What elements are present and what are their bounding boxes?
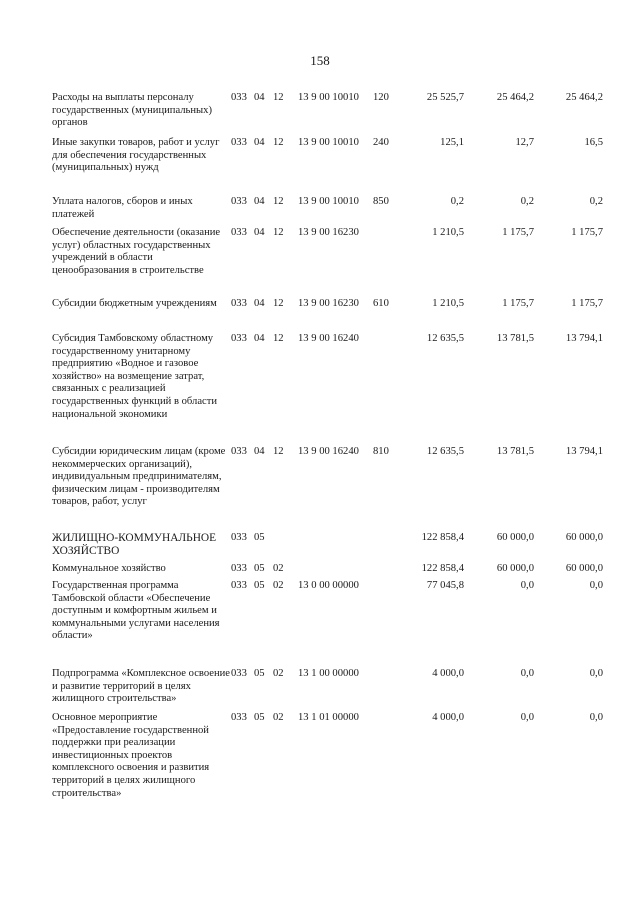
row-target-article: 13 9 00 16240: [298, 446, 359, 457]
row-target-article: 13 9 00 10010: [298, 137, 359, 148]
row-admin-code: 033: [231, 196, 247, 207]
row-subsection: 12: [273, 92, 284, 103]
row-section: 04: [254, 92, 265, 103]
row-section: 04: [254, 298, 265, 309]
row-section: 05: [254, 712, 265, 723]
row-value-2: 25 464,2: [496, 92, 534, 103]
row-section: 04: [254, 196, 265, 207]
row-expense-type: 120: [373, 92, 389, 103]
row-target-article: 13 9 00 16230: [298, 227, 359, 238]
row-value-2: 12,7: [515, 137, 534, 148]
row-value-2: 60 000,0: [496, 532, 534, 543]
row-value-1: 1 210,5: [432, 298, 464, 309]
row-value-2: 60 000,0: [496, 563, 534, 574]
row-value-3: 60 000,0: [565, 563, 603, 574]
row-value-3: 60 000,0: [565, 532, 603, 543]
row-name: Субсидии бюджетным учреждениям: [52, 298, 217, 309]
row-admin-code: 033: [231, 580, 247, 591]
row-value-2: 1 175,7: [502, 298, 534, 309]
row-admin-code: 033: [231, 298, 247, 309]
row-name: Субсидия Тамбовскому областному государственному унитарному предприятию «Водное и газовое хозяйство» на возмещение затрат, связанных с реализацией государственных функций в области национальной экономики: [52, 333, 218, 420]
row-value-2: 0,0: [520, 712, 534, 723]
row-name: Основное мероприятие «Предоставление государственной поддержки при реализации инвестиционных проектов комплексного освоения и развития территорий в целях жилищного строительства»: [52, 712, 210, 799]
row-value-3: 1 175,7: [571, 227, 603, 238]
row-value-1: 125,1: [440, 137, 464, 148]
row-admin-code: 033: [231, 333, 247, 344]
row-value-3: 13 794,1: [565, 446, 603, 457]
row-subsection: 12: [273, 298, 284, 309]
row-name: Расходы на выплаты персоналу государственных (муниципальных) органов: [52, 92, 212, 129]
row-value-1: 122 858,4: [421, 563, 464, 574]
row-value-1: 12 635,5: [426, 333, 464, 344]
row-expense-type: 610: [373, 298, 389, 309]
row-target-article: 13 9 00 10010: [298, 196, 359, 207]
row-subsection: 02: [273, 563, 284, 574]
row-value-2: 0,2: [520, 196, 534, 207]
row-admin-code: 033: [231, 712, 247, 723]
row-subsection: 02: [273, 580, 284, 591]
row-target-article: 13 9 00 16230: [298, 298, 359, 309]
row-section: 04: [254, 333, 265, 344]
row-subsection: 12: [273, 137, 284, 148]
row-section: 04: [254, 227, 265, 238]
row-value-1: 4 000,0: [432, 712, 464, 723]
row-section: 04: [254, 446, 265, 457]
row-target-article: 13 9 00 16240: [298, 333, 359, 344]
page-number: 158: [310, 53, 330, 68]
row-value-3: 16,5: [584, 137, 603, 148]
row-value-1: 4 000,0: [432, 668, 464, 679]
row-subsection: 02: [273, 668, 284, 679]
row-expense-type: 850: [373, 196, 389, 207]
row-name: Государственная программа Тамбовской области «Обеспечение доступным и комфортным жильем и коммунальными услугами населения области»: [52, 580, 220, 642]
row-section: 05: [254, 532, 265, 543]
row-subsection: 12: [273, 227, 284, 238]
row-value-1: 25 525,7: [426, 92, 464, 103]
row-admin-code: 033: [231, 563, 247, 574]
row-expense-type: 810: [373, 446, 389, 457]
row-expense-type: 240: [373, 137, 389, 148]
row-target-article: 13 1 01 00000: [298, 712, 359, 723]
row-value-2: 0,0: [520, 580, 534, 591]
row-section: 05: [254, 563, 265, 574]
row-value-2: 0,0: [520, 668, 534, 679]
row-name: Иные закупки товаров, работ и услуг для обеспечения государственных (муниципальных) нужд: [52, 137, 220, 174]
row-target-article: 13 0 00 00000: [298, 580, 359, 591]
row-section: 05: [254, 668, 265, 679]
row-value-3: 25 464,2: [565, 92, 603, 103]
row-admin-code: 033: [231, 532, 247, 543]
row-subsection: 12: [273, 196, 284, 207]
row-target-article: 13 9 00 10010: [298, 92, 359, 103]
row-section: 04: [254, 137, 265, 148]
row-subsection: 02: [273, 712, 284, 723]
row-name: ЖИЛИЩНО-КОММУНАЛЬНОЕ ХОЗЯЙСТВО: [52, 532, 217, 557]
row-name: Уплата налогов, сборов и иных платежей: [52, 196, 193, 220]
row-value-1: 1 210,5: [432, 227, 464, 238]
row-value-1: 12 635,5: [426, 446, 464, 457]
row-admin-code: 033: [231, 446, 247, 457]
row-value-1: 77 045,8: [426, 580, 464, 591]
row-admin-code: 033: [231, 92, 247, 103]
row-value-3: 1 175,7: [571, 298, 603, 309]
row-admin-code: 033: [231, 668, 247, 679]
row-value-1: 122 858,4: [421, 532, 464, 543]
row-name: Обеспечение деятельности (оказание услуг) областных государственных учреждений в области ценообразования в строительстве: [52, 227, 221, 276]
row-value-3: 0,2: [589, 196, 603, 207]
row-admin-code: 033: [231, 137, 247, 148]
row-value-1: 0,2: [450, 196, 464, 207]
row-section: 05: [254, 580, 265, 591]
row-value-3: 0,0: [589, 580, 603, 591]
row-value-2: 13 781,5: [496, 333, 534, 344]
row-name: Коммунальное хозяйство: [52, 563, 166, 574]
row-subsection: 12: [273, 333, 284, 344]
row-admin-code: 033: [231, 227, 247, 238]
row-value-2: 1 175,7: [502, 227, 534, 238]
row-name: Подпрограмма «Комплексное освоение и развитие территорий в целях жилищного строительства»: [52, 668, 231, 705]
row-value-3: 13 794,1: [565, 333, 603, 344]
row-value-2: 13 781,5: [496, 446, 534, 457]
row-target-article: 13 1 00 00000: [298, 668, 359, 679]
row-value-3: 0,0: [589, 712, 603, 723]
row-name: Субсидии юридическим лицам (кроме некоммерческих организаций), индивидуальным предпринимателям, физическим лицам - производителям товаров, работ, услуг: [52, 446, 226, 508]
row-subsection: 12: [273, 446, 284, 457]
row-value-3: 0,0: [589, 668, 603, 679]
